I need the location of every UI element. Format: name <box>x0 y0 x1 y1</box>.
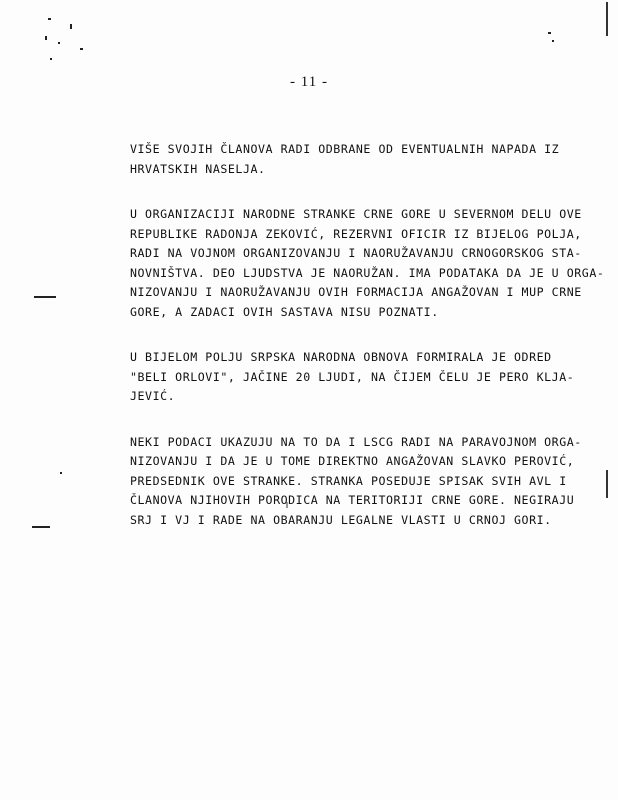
punch-hole-mark <box>34 296 56 298</box>
text-line: PREDSEDNIK OVE STRANKE. STRANKA POSEDUJE SPISAK SVIH AVL I <box>130 473 567 488</box>
paragraph <box>130 140 580 179</box>
scan-speck <box>58 42 60 44</box>
scan-speck <box>45 36 47 40</box>
text-line: ČLANOVA NJIHOVIH PORODICA NA TERITORIJI CRNE GORE. NEGIRAJU <box>130 493 575 507</box>
text-line: NEKI PODACI UKAZUJU NA TO DA I LSCG RADI NA PARAVOJNOM ORGA- <box>130 434 582 449</box>
text-line: NOVNIŠTVA. DEO LJUDSTVA JE NAORUŽAN. IMA PODATAKA DA JE U ORGA- <box>130 265 605 280</box>
document-body <box>130 140 605 556</box>
scan-speck <box>80 48 83 50</box>
text-line: NIZOVANJU I NAORUŽAVANJU OVIH FORMACIJA ANGAŽOVAN I MUP CRNE <box>130 285 582 299</box>
scan-edge-line <box>606 2 608 36</box>
text-line: HRVATSKIH NASELJA. <box>130 161 266 176</box>
scan-speck <box>552 40 554 42</box>
scan-speck <box>70 24 72 29</box>
page-number: - 11 - <box>290 74 328 90</box>
text-line: "BELI ORLOVI", JAČINE 20 LJUDI, NA ČIJEM ČELU JE PERO KLJA- <box>130 369 575 384</box>
scan-edge-line <box>606 470 608 498</box>
text-line: REPUBLIKE RADONJA ZEKOVIĆ, REZERVNI OFICIR IZ BIJELOG POLJA, <box>130 226 582 241</box>
paragraph <box>130 205 605 322</box>
scan-speck <box>48 18 51 20</box>
scan-speck <box>60 472 62 474</box>
scan-artifact-marks <box>40 8 100 68</box>
paragraph <box>130 348 580 407</box>
scan-speck <box>548 32 551 34</box>
text-line: GORE, A ZADACI OVIH SASTAVA NISU POZNATI. <box>130 304 439 319</box>
text-line: U BIJELOM POLJU SRPSKA NARODNA OBNOVA FORMIRALA JE ODRED <box>130 350 552 364</box>
text-line: SRJ I VJ I RADE NA OBARANJU LEGALNE VLASTI U CRNOJ GORI. <box>130 512 552 527</box>
text-line: VIŠE SVOJIH ČLANOVA RADI ODBRANE OD EVENTUALNIH NAPADA IZ <box>130 142 560 156</box>
text-line: NIZOVANJU I DA JE U TOME DIREKTNO ANGAŽOVAN SLAVKO PEROVIĆ, <box>130 454 575 468</box>
paragraph <box>130 433 580 531</box>
scan-speck <box>50 58 52 60</box>
text-line: JEVIĆ. <box>130 389 176 403</box>
text-line: U ORGANIZACIJI NARODNE STRANKE CRNE GORE U SEVERNOM DELU OVE <box>130 207 582 221</box>
text-line: RADI NA VOJNOM ORGANIZOVANJU I NAORUŽAVANJU CRNOGORSKOG STA- <box>130 246 582 260</box>
punch-hole-mark <box>32 526 50 528</box>
